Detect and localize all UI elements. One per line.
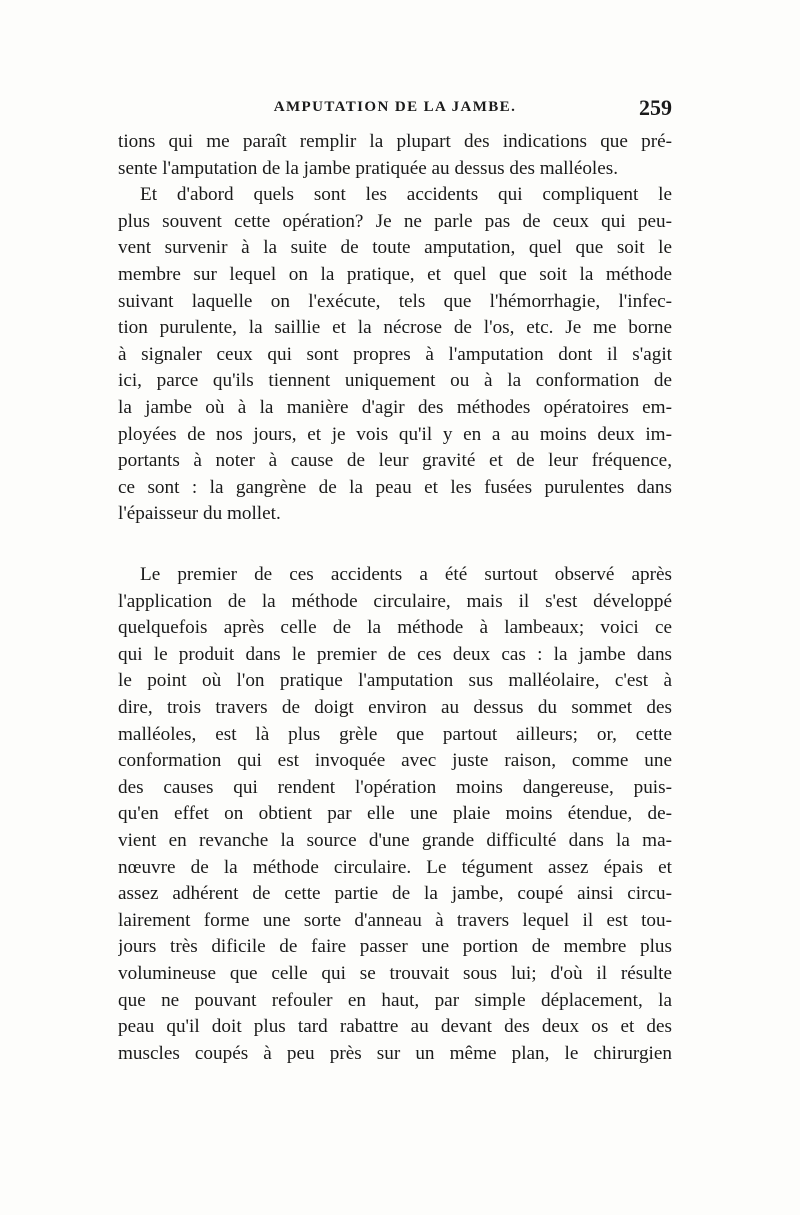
text-line: nœuvre de la méthode circulaire. Le tégument assez épais et [118,856,672,878]
text-line: tions qui me paraît remplir la plupart des indications que pré- [118,131,672,152]
text-line: le point où l'on pratique l'amputation sus malléolaire, c'est à [118,670,672,692]
text-line: qu'en effet on obtient par elle une plaie moins étendue, de- [118,803,672,825]
text-line: suivant laquelle on l'exécute, tels que l'hémorrhagie, l'infec- [118,290,672,312]
text-line: conformation qui est invoquée avec juste raison, comme une [118,750,672,772]
running-title: AMPUTATION DE LA JAMBE. [273,99,517,115]
text-line: ici, parce qu'ils tiennent uniquement ou à la conformation de [118,370,672,392]
paragraph-continuation [118,129,672,182]
text-line: que ne pouvant refouler en haut, par simple déplacement, la [118,989,672,1011]
text-line: tion purulente, la saillie et la nécrose de l'os, etc. Je me borne [118,317,672,339]
text-line: qui le produit dans le premier de ces deux cas : la jambe dans [118,643,672,665]
paragraph-accidents [118,182,672,528]
text-line: quelquefois après celle de la méthode à lambeaux; voici ce [118,617,672,639]
text-line: membre sur lequel on la pratique, et quel que soit la méthode [118,263,672,285]
text-line: Le premier de ces accidents a été surtout observé après [140,564,672,585]
text-line: des causes qui rendent l'opération moins dangereuse, puis- [118,776,672,798]
text-line: la jambe où à la manière d'agir des méthodes opératoires em- [118,396,672,418]
text-line: l'application de la méthode circulaire, mais il s'est développé [118,590,672,612]
text-line: jours très dificile de faire passer une portion de membre plus [118,936,672,958]
text-line: vient en revanche la source d'une grande difficulté dans la ma- [118,829,672,851]
paragraph-gangrene [118,562,672,1067]
running-header [118,97,672,121]
text-line: sente l'amputation de la jambe pratiquée au dessus des malléoles. [118,157,619,179]
text-line: à signaler ceux qui sont propres à l'amputation dont il s'agit [118,343,672,365]
text-line: ce sont : la gangrène de la peau et les fusées purulentes dans [118,476,672,498]
text-block-top [118,129,672,528]
text-block-bottom [118,562,672,1067]
text-line: ployées de nos jours, et je vois qu'il y en a au moins deux im- [118,423,672,445]
text-line: peau qu'il doit plus tard rabattre au devant des deux os et des [118,1016,672,1038]
text-line: assez adhérent de cette partie de la jambe, coupé ainsi circu- [118,883,672,905]
text-line: vent survenir à la suite de toute amputation, quel que soit le [118,237,672,259]
text-line: dire, trois travers de doigt environ au dessus du sommet des [118,696,672,718]
text-line: plus souvent cette opération? Je ne parle pas de ceux qui peu- [118,210,672,232]
text-line: portants à noter à cause de leur gravité et de leur fréquence, [118,450,672,472]
text-line: malléoles, est là plus grèle que partout ailleurs; or, cette [118,723,672,745]
text-line: Et d'abord quels sont les accidents qui compliquent le [140,184,672,206]
text-line: volumineuse que celle qui se trouvait sous lui; d'où il résulte [118,962,672,984]
page-number: 259 [639,95,672,120]
text-line: muscles coupés à peu près sur un même plan, le chirurgien [118,1042,672,1064]
text-line: lairement forme une sorte d'anneau à travers lequel il est tou- [118,909,672,931]
text-line: l'épaisseur du mollet. [118,503,281,525]
